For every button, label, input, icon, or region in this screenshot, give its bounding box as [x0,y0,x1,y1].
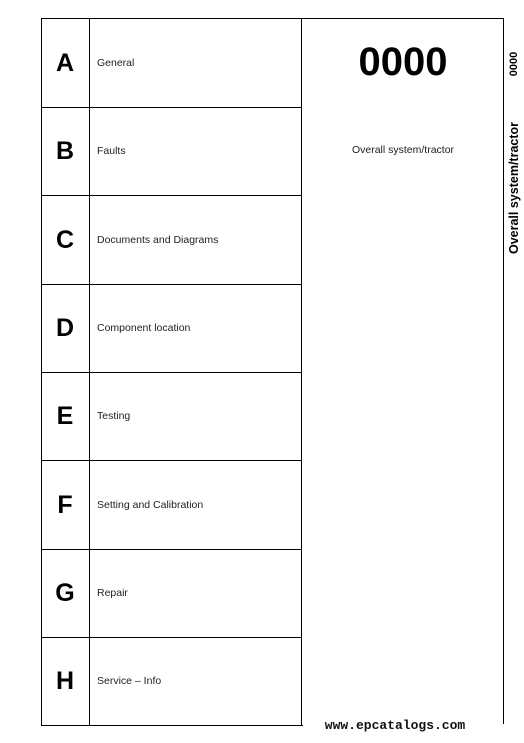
section-label: General [97,57,135,69]
section-letter: F [57,490,73,519]
section-letter: G [55,578,75,607]
section-label: Repair [97,587,128,599]
section-letter: B [55,136,75,165]
section-letter: E [56,401,74,430]
section-label: Faults [97,145,126,157]
section-row-c[interactable] [41,196,301,284]
section-letter: H [55,666,75,695]
watermark: www.epcatalogs.com [324,718,466,733]
section-label: Documents and Diagrams [97,234,219,246]
section-letter: A [55,48,75,77]
section-row-e[interactable] [41,372,301,460]
section-row-h[interactable] [41,637,301,725]
label-column-divider [301,18,302,726]
section-label: Component location [97,322,191,334]
section-row-g[interactable] [41,549,301,637]
section-letter: D [55,313,75,342]
table-border-bottom [41,725,303,726]
side-tab-code: 0000 [508,51,520,77]
section-label: Testing [97,410,131,422]
group-title: Overall system/tractor [351,144,455,156]
section-row-d[interactable] [41,284,301,372]
section-label: Setting and Calibration [97,499,204,511]
side-tab-divider [503,18,504,724]
section-row-f[interactable] [41,461,301,549]
group-code: 0000 [358,40,448,84]
section-row-a[interactable] [41,19,301,107]
section-row-b[interactable] [41,107,301,195]
section-letter: C [55,225,75,254]
side-tab-title: Overall system/tractor [507,121,521,255]
section-label: Service – Info [97,675,162,687]
